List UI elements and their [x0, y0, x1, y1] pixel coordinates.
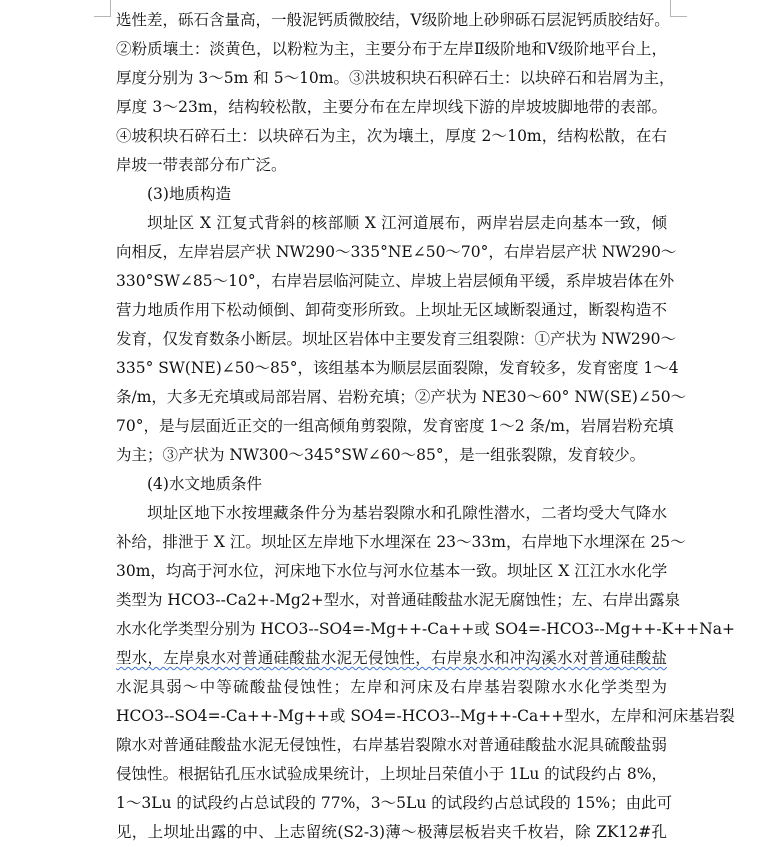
text-line: 水水化学类型分别为 HCO3--SO4=-Mg++-Ca++或 SO4=-HCO3--Mg++-K++Na+	[116, 620, 735, 638]
text-line: 坝址区地下水按埋藏条件分为基岩裂隙水和孔隙性潜水，二者均受大气降水	[147, 504, 667, 522]
text-line-cut-off: 见，上坝址出露的中、上志留统(S2-3)薄～极薄层板岩夹千枚岩，除 ZK12#孔	[116, 823, 667, 841]
text-line: 30m，均高于河水位，河床地下水位与河水位基本一致。坝址区 X 江江水水化学	[116, 562, 668, 580]
text-line: 营力地质作用下松动倾倒、卸荷变形所致。上坝址无区域断裂通过，断裂构造不	[116, 301, 667, 319]
text-line: 选性差，砾石含量高，一般泥钙质微胶结，Ⅴ级阶地上砂卵砾石层泥钙质胶结好。	[116, 11, 670, 29]
section-heading-geologic-structure: (3)地质构造	[147, 185, 231, 203]
text-line: 1～3Lu 的试段约占总试段的 77%，3～5Lu 的试段约占总试段的 15%；由此可	[116, 794, 673, 812]
text-line: 型水，左岸泉水对普通硅酸盐水泥无侵蚀性，右岸泉水和冲沟溪水对普通硅酸盐	[116, 649, 667, 667]
text-line: 岸坡一带表部分布广泛。	[116, 156, 287, 174]
text-line: ②粉质壤土：淡黄色，以粉粒为主，主要分布于左岸Ⅱ级阶地和Ⅴ级阶地平台上，	[116, 40, 667, 58]
page-corner-mark-left	[94, 0, 111, 17]
text-line: 坝址区 X 江复式背斜的核部顺 X 江河道展布，两岸岩层走向基本一致，倾	[147, 214, 667, 232]
text-line: 330°SW∠85～10°，右岸岩层临河陡立、岸坡上岩层倾角平缓，系岸坡岩体在外	[116, 272, 675, 290]
text-line: 厚度分别为 3～5m 和 5～10m。③洪坡积块石积碎石土：以块碎石和岩屑为主，	[116, 69, 675, 87]
text-line: 向相反，左岸岩层产状 NW290～335°NE∠50～70°，右岸岩层产状 NW290～	[116, 243, 677, 261]
text-line: 水泥具弱～中等硫酸盐侵蚀性；左岸和河床及右岸基岩裂隙水水化学类型为	[116, 678, 667, 696]
text-line: 70°，是与层面近正交的一组高倾角剪裂隙，发育密度 1～2 条/m，岩屑岩粉充填	[116, 417, 674, 435]
body-text	[116, 6, 735, 841]
text-line: 为主；③产状为 NW300～345°SW∠60～85°，是一组张裂隙，发育较少。	[116, 446, 646, 464]
text-line: 隙水对普通硅酸盐水泥无侵蚀性，右岸基岩裂隙水对普通硅酸盐水泥具硫酸盐弱	[116, 736, 667, 754]
text-line: 条/m，大多无充填或局部岩屑、岩粉充填；②产状为 NE30～60° NW(SE)∠50～	[116, 388, 687, 406]
section-heading-hydrogeology: (4)水文地质条件	[147, 475, 262, 493]
text-line: 类型为 HCO3--Ca2+-Mg2+型水，对普通硅酸盐水泥无腐蚀性；左、右岸出露泉	[116, 591, 681, 609]
text-line: ④坡积块石碎石土：以块碎石为主，次为壤土，厚度 2～10m，结构松散，在右	[116, 127, 667, 145]
text-line: 侵蚀性。根据钻孔压水试验成果统计，上坝址吕荣值小于 1Lu 的试段约占 8%，	[116, 765, 667, 783]
text-line: HCO3--SO4=-Ca++-Mg++或 SO4=-HCO3--Mg++-Ca++型水，左岸和河床基岩裂	[116, 707, 735, 725]
text-line: 厚度 3～23m，结构较松散，主要分布在左岸坝线下游的岸坡坡脚地带的表部。	[116, 98, 667, 116]
text-line: 补给，排泄于 X 江。坝址区左岸地下水埋深在 23～33m，右岸地下水埋深在 25～	[116, 533, 686, 551]
page-corner-mark-right	[670, 0, 687, 17]
text-line: 335° SW(NE)∠50～85°，该组基本为顺层层面裂隙，发育较多，发育密度 1～4	[116, 359, 679, 377]
text-line: 发育，仅发育数条小断层。坝址区岩体中主要发育三组裂隙：①产状为 NW290～	[116, 330, 677, 348]
